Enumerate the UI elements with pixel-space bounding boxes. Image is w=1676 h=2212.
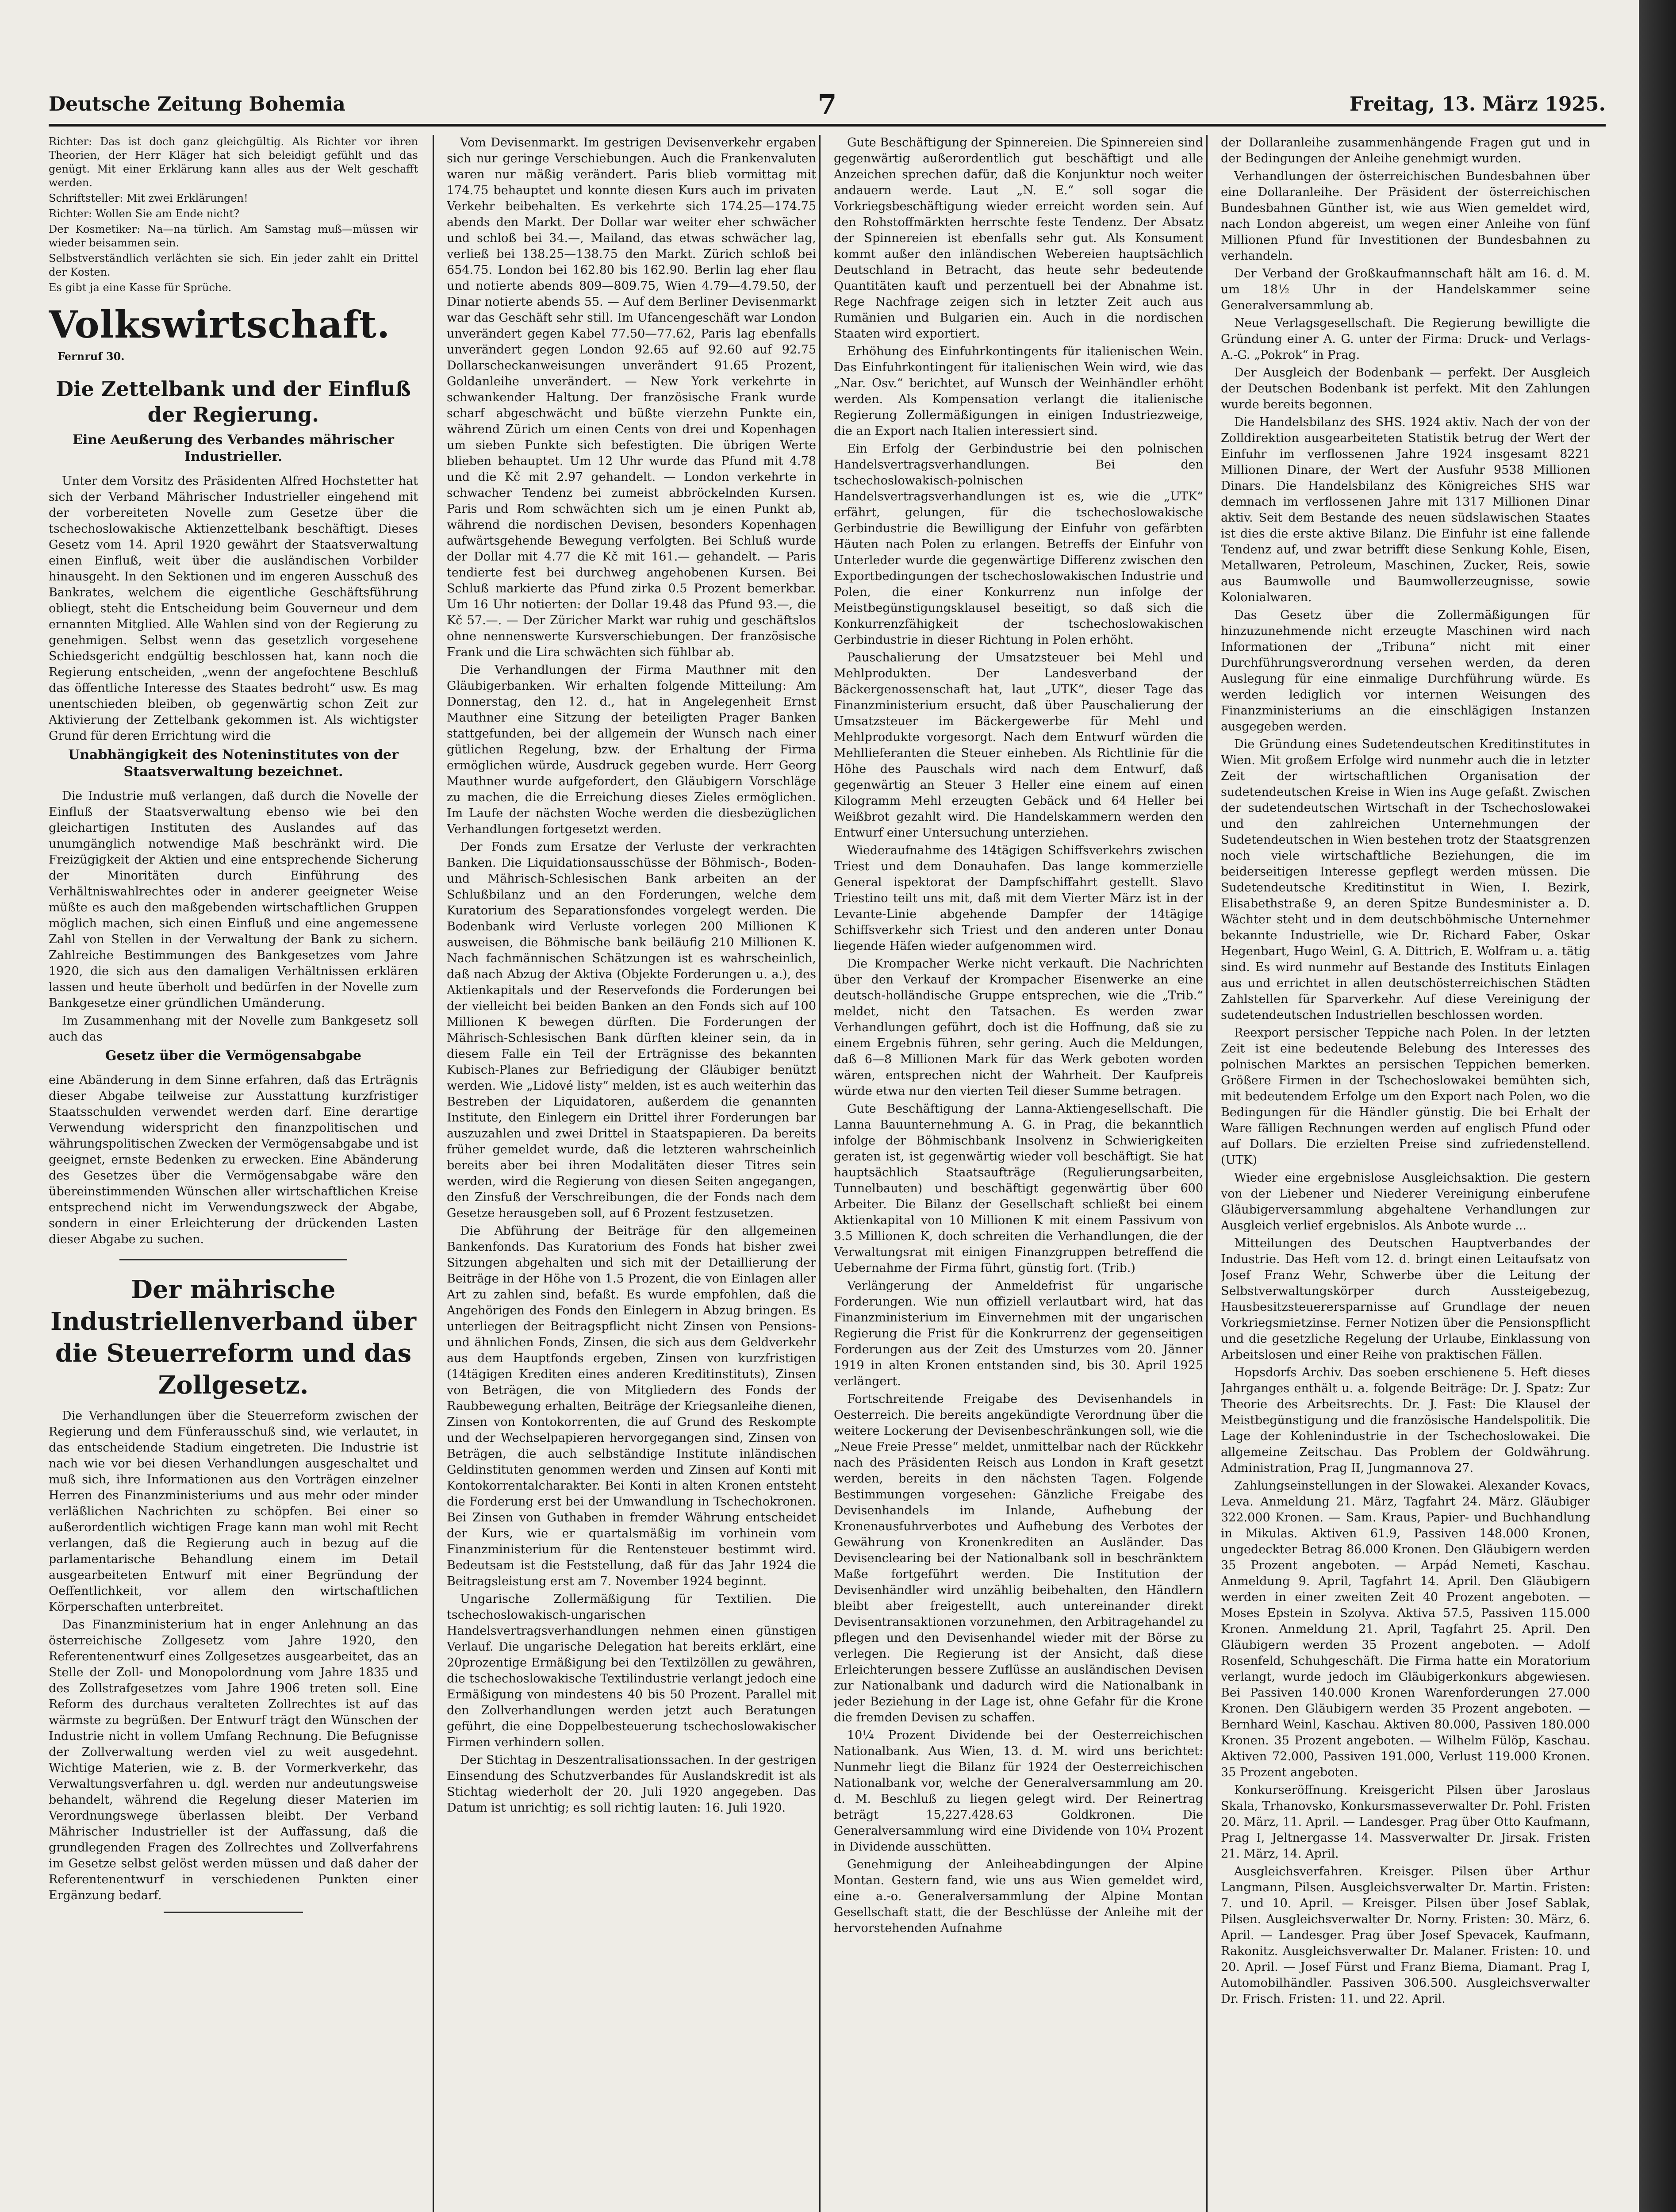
news-item: Der Stichtag in Deszentralisationssachen. In der gestrigen Einsendung des Schutzverbandes für Auslandskredit ist als Stichtag wiederholt der 20. Juli 1920 angegeben. Das Datum ist unrichtig; es soll richtig lauten: 16. Juli 1920.: [447, 1753, 816, 1815]
news-item: Gute Beschäftigung der Spinnereien. Die Spinnereien sind gegenwärtig außerordentlich gut beschäftigt und alle Anzeichen sprechen dafür, daß die Konjunktur noch weiter andauern werde. Laut „N. E.“ soll sogar die Vorkriegsbeschäftigung wieder erreicht worden sein. Auf den Rohstoffmärkten herrschte feste Tendenz. Der Absatz der Spinnereien ist ebenfalls sehr gut. Als Konsument kommt außer den inländischen Webereien hauptsächlich Deutschland in Betracht, das heute sehr bedeutende Quantitäten kauft und perzentuell bei der Abnahme ist. Rege Nachfrage zeigen sich in letzter Zeit auch aus Rumänien und Bulgarien ein. Auch in die nordischen Staaten wird exportiert.: [834, 136, 1203, 341]
issue-date: Freitag, 13. März 1925.: [1350, 93, 1606, 115]
news-item: Vom Devisenmarkt. Im gestrigen Devisenverkehr ergaben sich nur geringe Verschiebungen. Auch die Frankenvaluten waren nur mäßig verändert. Paris blieb vormittag mit 174.75 behauptet und konnte diesen Kurs auch im privaten Verkehr beibehalten. Es verkehrte sich 174.25—174.75 abends den Markt. Der Dollar war weiter eher schwächer und schloß bei 34.—, Mailand, das etwas schwächer lag, verließ bei 138.25—138.75 den Markt. Zürich schloß bei 654.75. London bei 162.80 bis 162.90. Berlin lag eher flau und notierte abends 809—809.75, Wien 4.79—4.79.50, der Dinar notierte abends 55. — Auf dem Berliner Devisenmarkt war das Geschäft sehr still. Im Ufancengeschäft war London unverändert gegen Kabel 77.50—77.62, Paris lag ebenfalls unverändert gegen London 92.65 auf 92.60 auf 92.75 Dollarscheckanweisungen unverändert 91.65 Prozent, Goldanleihe unverändert. — New York verkehrte in schwankender Haltung. Der französische Frank wurde scharf abgeschwächt und büßte vierzehn Punkte ein, während Zürich um einen Cents von drei und Kopenhagen um sieben Punkte sich befestigten. Die übrigen Werte blieben behauptet. Um 12 Uhr wurde das Pfund mit 4.78 und die Kč mit 2.97 gehandelt. — London verkehrte in schwacher Tendenz bei zumeist abbröckelnden Kursen. Paris und Rom schwächten sich um je einen Punkt ab, während die nordischen Devisen, besonders Kopenhagen aufwärtsgehende Bewegung verfolgten. Bei Schluß wurde der Dollar mit 4.77 die Kč mit 161.— gehandelt. — Paris tendierte fest bei durchweg angehobenen Kursen. Bei Schluß markierte das Pfund zirka 0.5 Prozent bemerkbar. Um 16 Uhr notierten: der Dollar 19.48 das Pfund 93.—, die Kč 57.—. — Der Züricher Markt war ruhig und geschäftslos ohne nennenswerte Kursverschiebungen. Der französische Frank und die Lira schwächten sich fühlbar ab.: [447, 136, 816, 659]
article-paragraph: Das Finanzministerium hat in enger Anlehnung an das österreichische Zollgesetz vom Jahre 1920, den Referentenentwurf eines Zollgesetzes ausgearbeitet, das an Stelle der Zoll- und Monopolordnung vom Jahre 1835 und des Zollstrafgesetzes vom Jahre 1906 treten soll. Eine Reform des durchaus veralteten Zollrechtes ist auf das wärmste zu begrüßen. Der Entwurf trägt den Wünschen der Industrie nicht in vollem Umfang Rechnung. Die Befugnisse der Zollverwaltung werden viel zu weit ausgedehnt. Wichtige Materien, wie z. B. der Vormerkverkehr, das Verwaltungsverfahren u. dgl. werden nur andeutungsweise behandelt, während die Regelung dieser Materien im Verordnungswege überlassen bleibt. Der Verband Mährischer Industrieller ist der Auffassung, daß die grundlegenden Fragen des Zollrechtes und Zollverfahrens im Gesetze selbst gelöst werden müssen und daß daher der Referentenentwurf in verschiedenen Punkten einer Ergänzung bedarf.: [49, 1618, 418, 1902]
page-header: [49, 88, 1606, 127]
column-4: [1221, 135, 1590, 2212]
news-item: Ungarische Zollermäßigung für Textilien. Die tschechoslowakisch-ungarischen Handelsvertragsverhandlungen nehmen einen günstigen Verlauf. Die ungarische Delegation hat bereits erklärt, eine 20prozentige Ermäßigung bei den Textilzöllen zu gewähren, die tschechoslowakische Textilindustrie verlangt jedoch eine Ermäßigung von mindestens 40 bis 50 Prozent. Parallel mit den Zollverhandlungen werden jetzt auch Beratungen geführt, die eine Doppelbesteuerung tschechoslowakischer Firmen verhindern sollen.: [447, 1592, 816, 1749]
newspaper-name: Deutsche Zeitung Bohemia: [49, 93, 345, 115]
news-item: Pauschalierung der Umsatzsteuer bei Mehl und Mehlprodukten. Der Landesverband der Bäckergenossenschaft hat, laut „UTK“, dieser Tage das Finanzministerium ersucht, daß über Pauschalierung der Umsatzsteuer im Bäckergewerbe für Mehl und Mehlprodukte vorgesorgt. Nach dem Entwurf würden die Mehllieferanten die Steuer einheben. Als Richtlinie für die Höhe des Pauschals wird nach dem Entwurf, daß gegenwärtig an Steuer 3 Heller eine einem auf einen Kilogramm Mehl erzeugten Gebäck und 64 Heller bei Weißbrot gezahlt wird. Die Handelskammern werden den Entwurf einer Untersuchung unterziehen.: [834, 651, 1203, 840]
news-item: Die Abführung der Beiträge für den allgemeinen Bankenfonds. Das Kuratorium des Fonds hat bisher zwei Sitzungen abgehalten und sich mit der Detaillierung der Beiträge in der Höhe von 1.5 Prozent, die von Einlagen aller Art zu zahlen sind, befaßt. Es wurde empfohlen, daß die Angehörigen des Fonds den Einlegern in Abzug bringen. Es unterliegen der Beitragspflicht nicht Zinsen von Pensions- und ähnlichen Fonds, Zinsen, die sich aus dem Geldverkehr aus dem Hauptfonds ergeben, Zinsen von kurzfristigen (14tägigen Krediten eines anderen Kreditinstituts), Zinsen von Beträgen, die von Mitgliedern des Fonds der Raubbewegung erhalten, Beiträge der Kriegsanleihe dienen, Zinsen von Kontokorrenten, die auf Grund des Reskompte und der Wechselpapieren hervorgegangen sind, Zinsen von Beträgen, die auch selbständige Institute inländischen Geldinstituten genommen werden und Zinsen auf Konti mit Kontokorrentalcharakter. Bei Konti in alten Kronen entsteht die Forderung erst bei der Umwandlung in Tschechokronen. Bei Zinsen von Guthaben in fremder Währung entscheidet der Kurs, wie er quartalsmäßig im vorhinein vom Finanzministerium für die Rentensteuer bestimmt wird. Bedeutsam ist die Feststellung, daß für das Jahr 1924 die Beitragsleistung erst am 7. November 1924 beginnt.: [447, 1224, 816, 1588]
news-item: Neue Verlagsgesellschaft. Die Regierung bewilligte die Gründung einer A. G. unter der Firma: Druck- und Verlags-A.-G. „Pokrok“ in Prag.: [1221, 316, 1590, 362]
article-title: Die Zettelbank und der Einfluß der Regierung.: [56, 377, 411, 426]
article-paragraph: Unter dem Vorsitz des Präsidenten Alfred Hochstetter hat sich der Verband Mährischer Industrieller eingehend mit der vorbereiteten Novelle zum Gesetze über die tschechoslowakische Aktienzettelbank beschäftigt. Dieses Gesetz vom 14. April 1920 gewährt der Staatsverwaltung einen Einfluß, weit über die ausländischen Vorbilder hinausgeht. In den Sektionen und im engeren Ausschuß des Bankrates, welchem die eigentliche Geschäftsführung obliegt, steht die Entscheidung beim Gouverneur und dem ernannten Mitglied. Alle Wahlen sind von der Regierung zu genehmigen. Selbst wenn das gesetzlich vorgesehene Schiedsgericht endgültig beschlossen hat, kann noch die Regierung entscheiden, „wenn der angefochtene Beschluß das öffentliche Interesse des Staates bedroht“ usw. Es mag unentschieden bleiben, ob gegenwärtig schon Zeit zur Aktivierung der Zettelbank gekommen ist. Als wichtigster Grund für deren Errichtung wird die: [49, 474, 418, 743]
news-item: Der Fonds zum Ersatze der Verluste der verkrachten Banken. Die Liquidationsausschüsse der Böhmisch-, Boden- und Mährisch-Schlesischen Bank arbeiten an der Schlußbilanz und an den Forderungen, welche dem Kuratorium des Separationsfondes vorgelegt werden. Die Bodenbank wird Verluste vorlegen 200 Millionen K ausweisen, die Böhmische bank beiläufig 210 Millionen K. Nach fachmännischen Schätzungen ist es wahrscheinlich, daß nach Abzug der Aktiva (Objekte Forderungen u. a.), des Aktienkapitals und der Reservefonds die Forderungen bei der vielleicht bei beiden Banken an den Fonds sich auf 100 Millionen K bewegen dürften. Die Forderungen der Mährisch-Schlesischen Bank dürften kleiner sein, da in diesem Falle ein Teil der Erträgnisse des bekannten Kubisch-Planes zur Befriedigung der Gläubiger benützt werden. Wie „Lidové listy“ melden, ist es auch weiterhin das Bestreben der Liquidatoren, außerdem die genannten Institute, den Einlegern ein Drittel ihrer Forderungen bar auszuzahlen und zwei Drittel in Staatspapieren. Da bereits früher gemeldet wurde, daß die letzteren wahrscheinlich bereits aber bei ihren Modalitäten dieser Titres sein werden, wird die Regierung von diesen Seiten angegangen, den Zinsfuß der Verschreibungen, die der Fonds nach dem Gesetze herausgeben soll, auf 6 Prozent festzusetzen.: [447, 840, 816, 1220]
section-title: Volkswirtschaft.: [49, 303, 391, 346]
news-item: Verhandlungen der österreichischen Bundesbahnen über eine Dollaranleihe. Der Präsident der österreichischen Bundesbahnen Günther ist, wie aus Wien gemeldet wird, nach London abgereist, um wegen einer Anleihe von fünf Millionen Pfund für Investitionen der Bundesbahnen zu verhandeln.: [1221, 169, 1590, 263]
news-item: Reexport persischer Teppiche nach Polen. In der letzten Zeit ist eine bedeutende Belebung des Interesses des polnischen Marktes an persischen Teppichen bemerken. Größere Firmen in der Tschechoslowakei bemühten sich, mit bedeutendem Erfolge um den Export nach Polen, wo die Bedingungen für die Händler günstig. Die bei Erhalt der Ware fälligen Rechnungen werden auf englisch Pfund oder auf Dollars. Die erzielten Preise sind zufriedenstellend. (UTK): [1221, 1026, 1590, 1167]
article-subtitle: Eine Aeußerung des Verbandes mährischer Industrieller.: [72, 432, 394, 465]
dialog-line: Schriftsteller: Mit zwei Erklärungen!: [49, 192, 248, 204]
column-rule: [819, 135, 821, 2212]
article-paragraph: eine Abänderung in dem Sinne erfahren, daß das Erträgnis dieser Abgabe teilweise zur Ausstattung kurzfristiger Staatsschulden verwendet werden darf. Eine derartige Verwendung widerspricht den finanzpolitischen und währungspolitischen Zwecken der Vermögensabgabe und ist geeignet, ernste Bedenken zu erwecken. Eine Abänderung des Gesetzes über die Vermögensabgabe wäre den übereinstimmenden Wünschen aller wirtschaftlichen Kreise entsprechend nicht im Verwendungszweck der Abgabe, sondern in einer Erleichterung der drückenden Lasten dieser Abgabe zu suchen.: [49, 1073, 418, 1246]
news-item: Genehmigung der Anleiheabdingungen der Alpine Montan. Gestern fand, wie uns aus Wien gemeldet wird, eine a.-o. Generalversammlung der Alpine Montan Gesellschaft statt, die der Beschlüsse der Anleihe mit der hervorstehenden Aufnahme: [834, 1858, 1203, 1935]
news-item: Ein Erfolg der Gerbindustrie bei den polnischen Handelsvertragsverhandlungen. Bei den tschechoslowakisch-polnischen Handelsvertragsverhandlungen ist es, wie die „UTK“ erfährt, gelungen, für die tschechoslowakische Gerbindustrie die Bewilligung der Einfuhr von gefärbten Häuten nach Polen zu erlangen. Betreffs der Einfuhr von Unterleder wurde die gegenwärtige Differenz zwischen den Exportbedingungen der tschechoslowakischen Industrie und Polen, die einer Konkurrenz nun infolge der Meistbegünstigungsklausel beseitigt, so daß sich die Konkurrenzfähigkeit der tschechoslowakischen Gerbindustrie in dieser Richtung in Polen erhöht.: [834, 442, 1203, 647]
news-item: Der Ausgleich der Bodenbank — perfekt. Der Ausgleich der Deutschen Bodenbank ist perfekt. Mit den Zahlungen wurde bereits begonnen.: [1221, 366, 1590, 411]
section-phone: Fernruf 30.: [58, 350, 125, 363]
news-item: Ausgleichsverfahren. Kreisger. Pilsen über Arthur Langmann, Pilsen. Ausgleichsverwalter Dr. Martin. Fristen: 7. und 10. April. — Kreisger. Pilsen über Josef Sablak, Pilsen. Ausgleichsverwalter Dr. Norny. Fristen: 30. März, 6. April. — Landesger. Prag über Josef Spevacek, Kaufmann, Rakonitz. Ausgleichsverwalter Dr. Malaner. Fristen: 10. und 20. April. — Josef Fürst und Franz Biema, Diamant. Prag I, Automobilhändler. Passiven 306.500. Ausgleichsverwalter Dr. Frisch. Fristen: 11. und 22. April.: [1221, 1865, 1590, 2006]
news-item: Gute Beschäftigung der Lanna-Aktiengesellschaft. Die Lanna Bauunternehmung A. G. in Prag, die bekanntlich infolge der Böhmischbank Insolvenz in Schwierigkeiten geraten ist, ist gegenwärtig wieder voll beschäftigt. Sie hat hauptsächlich Staatsaufträge (Regulierungsarbeiten, Tunnelbauten) und beschäftigt gegenwärtig über 600 Arbeiter. Die Bilanz der Gesellschaft schließt bei einem Aktienkapital von 10 Millionen K mit einem Passivum von 3.5 Millionen K, doch schreiten die Verhandlungen, die der Verwaltungsrat mit einigen Finanzgruppen betreffend die Uebernahme der Firma führt, günstig fort. (Trib.): [834, 1102, 1203, 1275]
news-item: Die Gründung eines Sudetendeutschen Kreditinstitutes in Wien. Mit großem Erfolge wird nunmehr auch die in letzter Zeit der wirtschaftlichen Organisation der sudetendeutschen Kreise in Wien ins Auge gefaßt. Zwischen der sudetendeutschen Wirtschaft in der Tschechoslowakei und den zahlreichen Unternehmungen der Sudetendeutschen in Wien bestehen trotz der Staatsgrenzen noch viele wirtschaftliche Beziehungen, die im beiderseitigen Interesse gepflegt werden müssen. Die Sudetendeutsche Kreditinstitut in Wien, I. Bezirk, Elisabethstraße 9, an deren Spitze Bundesminister a. D. Wächter steht und in dem deutschböhmische Unternehmer bekannte Industrielle, wie Dr. Richard Faber, Oskar Hegenbart, Hugo Weinl, G. A. Dittrich, E. Wolfram u. a. tätig sind. Es wird nunmehr auf Bestande des Instituts Einlagen aus und errichtet in allen deutschösterreichischen Städten Zahlstellen für Sparverkehr. Auf diese Vereinigung der sudetendeutschen Industriellen beschlossen worden.: [1221, 737, 1590, 1022]
news-item: Konkurseröffnung. Kreisgericht Pilsen über Jaroslaus Skala, Trhanovsko, Konkursmasseverwalter Dr. Pohl. Fristen 20. März, 11. April. — Landesger. Prag über Otto Kaufmann, Prag I, Jeltnergasse 14. Massverwalter Dr. Jirsak. Fristen 21. März, 14. April.: [1221, 1783, 1590, 1861]
column-rule: [1206, 135, 1208, 2212]
divider: [164, 1912, 303, 1913]
news-item: Erhöhung des Einfuhrkontingents für italienischen Wein. Das Einfuhrkontingent für italienischen Wein wird, wie das „Nar. Osv.“ berichtet, auf Wunsch der Weinhändler erhöht werden. Als Kompensation verlangt die italienische Regierung Zollermäßigungen in einigen Industriezweige, die an Export nach Italien interessiert sind.: [834, 345, 1203, 438]
article-paragraph: Die Industrie muß verlangen, daß durch die Novelle der Einfluß der Staatsverwaltung ebenso wie bei den gleichartigen Instituten des Auslandes auf das unumgänglich notwendige Maß beschränkt wird. Die Freizügigkeit der Aktien und eine entsprechende Sicherung der Minoritäten durch Einführung des Verhältniswahlrechtes oder in anderer geeigneter Weise müßte es auch den maßgebenden wirtschaftlichen Gruppen möglich machen, sich einen Einfluß und eine angemessene Zahl von Stellen in der Verwaltung der Bank zu sichern. Zahlreiche Bestimmungen des Bankgesetzes vom Jahre 1920, die sich aus den damaligen Verhältnissen erklären lassen und heute überholt und bedürfen in der Novelle zum Bankgesetze einer gründlichen Umänderung.: [49, 789, 418, 1010]
article-paragraph: Im Zusammenhang mit der Novelle zum Bankgesetz soll auch das: [49, 1014, 418, 1044]
news-item: Verlängerung der Anmeldefrist für ungarische Forderungen. Wie nun offiziell verlautbart wird, hat das Finanzministerium im Einvernehmen mit der ungarischen Regierung die Frist für die Konkrurrenz der gegenseitigen Forderungen aus der Zeit des Umsturzes vom 20. Jänner 1919 in alten Kronen entstanden sind, bis 30. April 1925 verlängert.: [834, 1279, 1203, 1388]
article-title: Der mährische Industriellenverband über die Steuerreform und das Zollgesetz.: [50, 1275, 416, 1400]
dialog-line: Richter: Das ist doch ganz gleichgültig. Als Richter vor ihren Theorien, der Herr Kläger hat sich beleidigt gefühlt und das genügt. Mit einer Erklärung kann alles aus der Welt geschafft werden.: [49, 135, 418, 189]
column-1: [49, 135, 418, 2212]
news-item: Hopsdorfs Archiv. Das soeben erschienene 5. Heft dieses Jahrganges enthält u. a. folgende Beiträge: Dr. J. Spatz: Zur Theorie des Arbeitsrechts. Dr. J. Fast: Die Klausel der Meistbegünstigung und die französische Handelspolitik. Die Lage der Kohlenindustrie in der Tschechoslowakei. Die allgemeine Zeitschau. Das Problem der Goldwährung. Administration, Prag II, Jungmannova 27.: [1221, 1366, 1590, 1475]
article-subheading: Unabhängigkeit des Noteninstitutes von der Staatsverwaltung bezeichnet.: [68, 747, 399, 780]
article-subheading: Gesetz über die Vermögensabgabe: [105, 1048, 361, 1064]
news-item: Die Krompacher Werke nicht verkauft. Die Nachrichten über den Verkauf der Krompacher Eisenwerke an eine deutsch-holländische Gruppe entsprechen, wie die „Trib.“ meldet, nicht den Tatsachen. Es werden zwar Verhandlungen geführt, doch ist die Hoffnung, daß sie zu einem Ergebnis führen, sehr gering. Auch die Meldungen, daß 6—8 Millionen Mark für das Werk geboten worden wären, entsprechen nicht der Wahrheit. Der Kaufpreis würde etwa nur den vierten Teil dieser Summe betragen.: [834, 957, 1203, 1098]
divider: [119, 1259, 347, 1260]
news-item: Fortschreitende Freigabe des Devisenhandels in Oesterreich. Die bereits angekündigte Verordnung über die weitere Lockerung der Devisenbeschränkungen soll, wie die „Neue Freie Presse“ meldet, unmittelbar nach der Rückkehr nach des Präsidenten Reisch aus London in Kraft gesetzt werden, bereits in den nächsten Tagen. Folgende Bestimmungen vorgesehen: Gänzliche Freigabe des Devisenhandels im Inlande, Aufhebung der Kronenausfuhrverbotes und Aufhebung des Verbotes der Gewährung von Kronenkrediten an Ausländer. Das Devisenclearing bei der Nationalbank soll in beschränktem Maße fortgeführt werden. Die Institution der Devisenhändler wird unzählig beibehalten, den Händlern bleibt aber freigestellt, auch untereinander direkt Devisentransaktionen vorzunehmen, den Arbitragehandel zu pflegen und den Devisenhandel wieder mit der Börse zu verlegen. Die Regierung ist der Ansicht, daß diese Erleichterungen bessere Zuflüsse an ausländischen Devisen zur Nationalbank und dadurch wird die Nationalbank in jeder Beziehung in der Lage ist, ohne Gefahr für die Krone die fremden Devisen zu schaffen.: [834, 1392, 1203, 1724]
news-item: Die Verhandlungen der Firma Mauthner mit den Gläubigerbanken. Wir erhalten folgende Mitteilung: Am Donnerstag, den 12. d., hat in Angelegenheit Ernst Mauthner eine Sitzung der beteiligten Prager Banken stattgefunden, bei der allgemein der Wunsch nach einer gütlichen Regelung, bzw. der Erhaltung der Firma ermöglichen würde, Ausdruck gegeben wurde. Herr Georg Mauthner wurde aufgefordert, den Gläubigern Vorschläge zu machen, die die Erreichung dieses Zieles ermöglichen. Im Laufe der nächsten Woche werden die diesbezüglichen Verhandlungen fortgesetzt werden.: [447, 663, 816, 836]
column-3: [834, 135, 1203, 2212]
dialog-line: Es gibt ja eine Kasse für Sprüche.: [49, 281, 232, 294]
news-item: Der Verband der Großkaufmannschaft hält am 16. d. M. um 18½ Uhr in der Handelskammer seine Generalversammlung ab.: [1221, 267, 1590, 312]
scan-edge: [1639, 0, 1676, 2212]
dialog-line: Selbstverständlich verlächten sie sich. Ein jeder zahlt ein Drittel der Kosten.: [49, 252, 418, 278]
dialog-line: Richter: Wollen Sie am Ende nicht?: [49, 207, 240, 220]
article-paragraph: Die Verhandlungen über die Steuerreform zwischen der Regierung und dem Fünferausschuß sind, wie verlautet, in das entscheidende Stadium eingetreten. Die Industrie ist nach wie vor bei diesen Verhandlungen ausgeschaltet und muß sich, ihre Informationen aus den Vorträgen einzelner Herren des Finanzministeriums und aus mehr oder minder verläßlichen Nachrichten zu schöpfen. Bei einer so außerordentlich wichtigen Frage kann man wohl mit Recht verlangen, daß die Regierung auch in bezug auf die parlamentarische Behandlung einem im Detail ausgearbeiteten Entwurf mit einer Begründung der Oeffentlichkeit, vor allem den wirtschaftlichen Körperschaften unterbreitet.: [49, 1409, 418, 1614]
column-2: [447, 135, 816, 2212]
news-item: der Dollaranleihe zusammenhängende Fragen gut und in der Bedingungen der Anleihe genehmigt wurden.: [1221, 136, 1590, 165]
news-item: Die Handelsbilanz des SHS. 1924 aktiv. Nach der von der Zolldirektion ausgearbeiteten Statistik betrug der Wert der Einfuhr im verflossenen Jahre 1924 insgesamt 8221 Millionen Dinare, der Wert der Ausfuhr 9538 Millionen Dinars. Die Handelsbilanz des Königreiches SHS war demnach im verflossenen Jahre mit 1317 Millionen Dinar aktiv. Seit dem Bestande des neuen südslawischen Staates ist dies die erste aktive Bilanz. Die Einfuhr ist eine fallende Tendenz auf, und zwar betrifft diese Senkung Kohle, Eisen, Metallwaren, Petroleum, Maschinen, Zucker, Reis, sowie aus Baumwolle und Baumwollerzeugnisse, sowie Kolonialwaren.: [1221, 415, 1590, 604]
dialog-line: Der Kosmetiker: Na—na türlich. Am Samstag muß—müssen wir wieder beisammen sein.: [49, 223, 418, 249]
news-item: Das Gesetz über die Zollermäßigungen für hinzuzunehmende nicht erzeugte Maschinen wird nach Informationen der „Tribuna“ nicht mit einer Durchführungsverordnung versehen werden, da deren Auslegung für eine einmalige Durchführung würde. Es werden lediglich vor internen Weisungen des Finanzministeriums an die einschlägigen Instanzen ausgegeben werden.: [1221, 608, 1590, 733]
page-number: 7: [817, 88, 837, 121]
news-item: Zahlungseinstellungen in der Slowakei. Alexander Kovacs, Leva. Anmeldung 21. März, Tagfahrt 24. März. Gläubiger 322.000 Kronen. — Sam. Kraus, Papier- und Buchhandlung in Mikulas. Aktiven 61.9, Passiven 148.000 Kronen, ungedeckter Betrag 86.000 Kronen. Den Gläubigern werden 35 Prozent angeboten. — Arpád Nemeti, Kaschau. Anmeldung 9. April, Tagfahrt 14. April. Den Gläubigern werden in einer zweiten Zeit 40 Prozent angeboten. — Moses Epstein in Szolyva. Aktiva 57.5, Passiven 115.000 Kronen. Anmeldung 21. April, Tagfahrt 25. April. Den Gläubigern werden 35 Prozent angeboten. — Adolf Rosenfeld, Schuhgeschäft. Die Firma hatte ein Moratorium verlangt, wurde jedoch im Gläubigerkonkurs abgewiesen. Bei Passiven 140.000 Kronen Warenforderungen 27.000 Kronen. Den Gläubigern werden 35 Prozent angeboten. — Bernhard Weinl, Kaschau. Aktiven 80.000, Passiven 180.000 Kronen. 35 Prozent angeboten. — Wilhelm Fülöp, Kaschau. Aktiven 72.000, Passiven 191.000, Verlust 119.000 Kronen. 35 Prozent angeboten.: [1221, 1479, 1590, 1779]
news-item: Wieder eine ergebnislose Ausgleichsaktion. Die gestern von der Liebener und Niederer Vereinigung einberufene Gläubigerversammlung abgehaltene Verhandlungen zur Ausgleich verlief ergebnislos. Als Anbote wurde ...: [1221, 1171, 1590, 1233]
news-item: Wiederaufnahme des 14tägigen Schiffsverkehrs zwischen Triest und dem Donauhafen. Das lange kommerzielle General ispektorat der Dampfschiffahrt gestellt. Slavo Triestino teilt uns mit, daß mit dem Vierter März ist in der Levante-Linie abgehende Dampfer der 14tägige Schiffsverkehr sich Triest und den anderen unter Donau liegende Häfen wieder aufgenommen wird.: [834, 844, 1203, 953]
column-rule: [433, 135, 434, 2212]
news-item: 10¼ Prozent Dividende bei der Oesterreichischen Nationalbank. Aus Wien, 13. d. M. wird uns berichtet: Nunmehr liegt die Bilanz für 1924 der Oesterreichischen Nationalbank vor, welche der Generalversammlung am 20. d. M. Beschluß zu liegen gelegt wird. Der Reinertrag beträgt 15,227.428.63 Goldkronen. Die Generalversammlung wird eine Dividende von 10¼ Prozent in Dividende ausschütten.: [834, 1728, 1203, 1854]
news-item: Mitteilungen des Deutschen Hauptverbandes der Industrie. Das Heft vom 12. d. bringt einen Leitaufsatz von Josef Franz Wehr, Schwerbe über die Leitung der Selbstverwaltungskörper durch Aussteigebezug, Hausbesitzsteuerersparnisse auf Grundlage der neuen Vorkriegsmietzinse. Ferner Notizen über die Pensionspflicht und die gesetzliche Regelung der Urlaube, Einklassung von Arbeitslosen und einer Reihe von praktischen Fällen.: [1221, 1237, 1590, 1362]
